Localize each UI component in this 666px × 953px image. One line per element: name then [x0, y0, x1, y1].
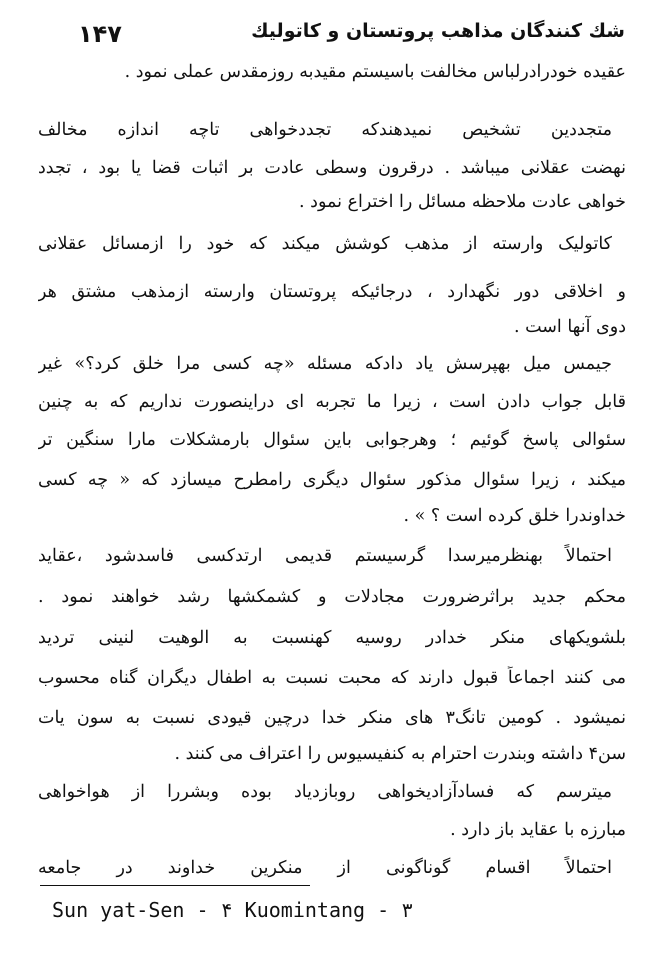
footnote: Sun yat-Sen - ۴ Kuomintang - ۳	[52, 898, 414, 922]
text-line: می کنند اجماعاً قبول دارند که محبت نسبت به اطفال دیگران گناه محسوب	[38, 668, 626, 688]
text-line: جیمس میل بهپرسش یاد دادکه مسئله «چه کسی مرا خلق کرد؟» غیر	[38, 354, 612, 374]
text-line: محکم جدید براثرضرورت مجادلات و کشمکشها رشد خواهند نمود .	[38, 587, 626, 607]
text-line: خداوندرا خلق کرده است ؟ » .	[403, 506, 626, 526]
text-line: نمیشود . کومین تانگ۳ های منکر خدا درچین قیودی نسبت به سون یات	[38, 708, 626, 728]
text-line: و اخلاقی دور نگهدارد ، درجائیکه پروتستان وارسته ازمذهب مشتق هر	[38, 282, 626, 302]
page-number: ۱۴۷	[78, 20, 122, 48]
page-header	[40, 16, 625, 56]
text-line: قابل جواب دادن است ، زیرا ما تجربه ای دراینصورت نداریم که به چنین	[38, 392, 626, 412]
text-line: میترسم که فسادآزادیخواهی روبازدیاد بوده وبشررا از هواخواهی	[38, 782, 612, 802]
text-line: میکند ، زیرا سئوال مذکور سئوال دیگری رامطرح میسازد که « چه کسی	[38, 470, 626, 490]
text-line: متجددین تشخیص نمیدهندکه تجددخواهی تاچه اندازه مخالف	[38, 120, 612, 140]
text-line: خواهی عادت ملاحظه مسائل را اختراع نمود .	[299, 192, 626, 212]
footnote-divider	[40, 885, 310, 886]
text-line: احتمالاً بهنظرمیرسدا گرسیستم قدیمی ارتدکسی فاسدشود ،عقاید	[38, 546, 612, 566]
text-line: کاتولیک وارسته از مذهب کوشش میکند که خود را ازمسائل عقلانی	[38, 234, 612, 254]
text-line: مبارزه با عقاید باز دارد .	[450, 820, 626, 840]
text-line: بلشویکهای منکر خدادر روسیه کهنسبت به الوهیت لنینی تردید	[38, 628, 626, 648]
running-title: شك كنندگان مذاهب پروتستان و كاتوليك	[251, 20, 625, 42]
text-line: دوی آنها است .	[513, 317, 626, 337]
text-line: سن۴ داشته وبندرت احترام به کنفیسیوس را اعتراف می کنند .	[174, 744, 626, 764]
text-line: احتمالاً اقسام گوناگونی از منکرین خداوند در جامعه	[38, 858, 612, 878]
text-line: سئوالی پاسخ گوئیم ؛ وهرجوابی باین سئوال بارمشکلات مارا سنگین تر	[38, 430, 626, 450]
text-line: عقیده خودرادرلباس مخالفت باسیستم مقیدبه روزمقدس عملی نمود .	[124, 62, 626, 82]
text-line: نهضت عقلانی میباشد . درقرون وسطی عادت بر اثبات قضا یا بود ، تجدد	[38, 158, 626, 178]
